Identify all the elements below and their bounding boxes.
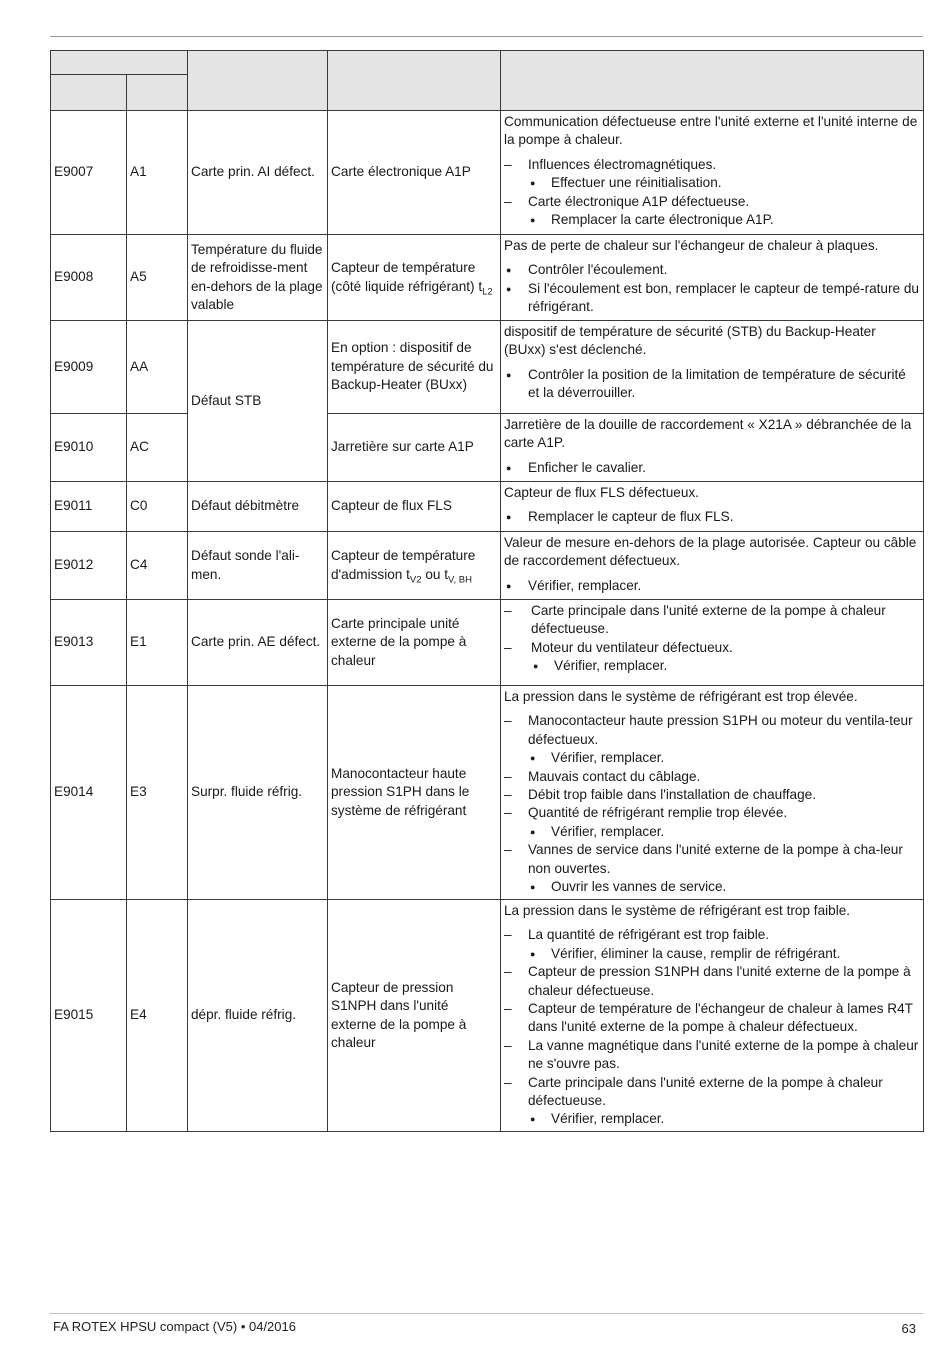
- table-header: [51, 51, 924, 111]
- header-code-group: [51, 51, 188, 75]
- cause-intro: Valeur de mesure en-dehors de la plage autorisée. Capteur ou câble de raccordement défectueux.: [504, 535, 917, 569]
- alt-code: C4: [127, 532, 188, 600]
- table-row: [51, 900, 924, 1132]
- alt-code: E3: [127, 686, 188, 900]
- list-item: ● Effectuer une réinitialisation.: [504, 174, 920, 192]
- component-subscript: V2: [409, 574, 422, 586]
- list-item: ● Vérifier, remplacer.: [504, 577, 920, 595]
- header-fault: [188, 51, 328, 111]
- component-label: Carte électronique A1P: [328, 111, 501, 235]
- header-cause: [501, 51, 924, 111]
- error-code: E9012: [51, 532, 127, 600]
- cause-cell: [501, 482, 924, 532]
- table-row: [51, 111, 924, 235]
- cause-cell: [501, 686, 924, 900]
- list-item: ● Vérifier, remplacer.: [504, 823, 920, 841]
- alt-code: AC: [127, 414, 188, 482]
- fault-label: Défaut débitmètre: [188, 482, 328, 532]
- alt-code: A5: [127, 235, 188, 321]
- list-item: ● Vérifier, éliminer la cause, remplir de réfrigérant.: [504, 945, 920, 963]
- footer-document-title: FA ROTEX HPSU compact (V5) • 04/2016: [53, 1319, 296, 1334]
- fault-label: Carte prin. AE défect.: [188, 600, 328, 686]
- table-row: [51, 532, 924, 600]
- cause-intro: La pression dans le système de réfrigérant est trop élevée.: [504, 689, 858, 704]
- cause-cell: [501, 111, 924, 235]
- fault-label: dépr. fluide réfrig.: [188, 900, 328, 1132]
- component-label: [328, 532, 501, 600]
- list-item: ● Ouvrir les vannes de service.: [504, 878, 920, 896]
- list-item: – Quantité de réfrigérant remplie trop élevée.: [504, 804, 920, 822]
- list-item: ● Enficher le cavalier.: [504, 459, 920, 477]
- fault-label: Carte prin. AI défect.: [188, 111, 328, 235]
- component-text-mid: ou t: [421, 566, 448, 582]
- list-item: ● Vérifier, remplacer.: [504, 657, 920, 675]
- list-item: – Carte électronique A1P défectueuse.: [504, 193, 920, 211]
- fault-label: Défaut sonde l'ali-men.: [188, 532, 328, 600]
- list-item: – La vanne magnétique dans l'unité externe de la pompe à chaleur ne s'ouvre pas.: [504, 1037, 920, 1074]
- cause-cell: [501, 900, 924, 1132]
- list-item: ● Si l'écoulement est bon, remplacer le capteur de tempé-rature du réfrigérant.: [504, 280, 920, 317]
- list-item: ● Contrôler la position de la limitation de température de sécurité et la déverrouiller.: [504, 366, 920, 403]
- cause-cell: [501, 235, 924, 321]
- header-component: [328, 51, 501, 111]
- error-code: E9011: [51, 482, 127, 532]
- fault-label: Défaut STB: [188, 321, 328, 482]
- table-row: [51, 600, 924, 686]
- error-code: E9009: [51, 321, 127, 414]
- cause-intro: Pas de perte de chaleur sur l'échangeur de chaleur à plaques.: [504, 238, 879, 253]
- alt-code: C0: [127, 482, 188, 532]
- component-subscript: L2: [482, 286, 493, 298]
- component-label: [328, 235, 501, 321]
- table-row: [51, 235, 924, 321]
- component-subscript-2: V, BH: [448, 574, 472, 586]
- list-item: – Carte principale dans l'unité externe de la pompe à chaleur défectueuse.: [504, 1074, 920, 1111]
- table-row: [51, 414, 924, 482]
- list-item: – Moteur du ventilateur défectueux.: [504, 639, 920, 657]
- alt-code: A1: [127, 111, 188, 235]
- header-alt-code: [127, 75, 188, 111]
- error-code: E9010: [51, 414, 127, 482]
- list-item: ● Contrôler l'écoulement.: [504, 261, 920, 279]
- list-item: – Carte principale dans l'unité externe de la pompe à chaleur défectueuse.: [504, 602, 920, 639]
- cause-intro: Jarretière de la douille de raccordement « X21A » débranchée de la carte A1P.: [504, 417, 912, 451]
- error-code: E9014: [51, 686, 127, 900]
- table-row: [51, 321, 924, 414]
- list-item: ● Vérifier, remplacer.: [504, 749, 920, 767]
- cause-intro: La pression dans le système de réfrigérant est trop faible.: [504, 903, 851, 918]
- list-item: – Débit trop faible dans l'installation de chauffage.: [504, 786, 920, 804]
- cause-cell: [501, 532, 924, 600]
- cause-cell: [501, 321, 924, 414]
- list-item: – Capteur de température de l'échangeur de chaleur à lames R4T dans l'unité externe de la pompe à chaleur défectueux.: [504, 1000, 920, 1037]
- header-code: [51, 75, 127, 111]
- cause-cell: [501, 600, 924, 686]
- component-label: Capteur de pression S1NPH dans l'unité externe de la pompe à chaleur: [328, 900, 501, 1132]
- table-row: [51, 482, 924, 532]
- list-item: ● Remplacer la carte électronique A1P.: [504, 211, 920, 229]
- list-item: – La quantité de réfrigérant est trop faible.: [504, 926, 920, 944]
- error-code: E9007: [51, 111, 127, 235]
- error-code-table: [50, 50, 924, 1132]
- list-item: – Mauvais contact du câblage.: [504, 768, 920, 786]
- component-text: Capteur de température (côté liquide réfrigérant) t: [331, 260, 483, 294]
- cause-intro: Communication défectueuse entre l'unité externe et l'unité interne de la pompe à chaleur.: [504, 114, 918, 148]
- component-label: En option : dispositif de température de sécurité du Backup-Heater (BUxx): [328, 321, 501, 414]
- footer-rule: [50, 1313, 923, 1314]
- list-item: ● Vérifier, remplacer.: [504, 1110, 920, 1128]
- component-label: Capteur de flux FLS: [328, 482, 501, 532]
- list-item: – Capteur de pression S1NPH dans l'unité externe de la pompe à chaleur défectueuse.: [504, 963, 920, 1000]
- cause-intro: Capteur de flux FLS défectueux.: [504, 485, 699, 500]
- list-item: – Influences électromagnétiques.: [504, 156, 920, 174]
- cause-intro: dispositif de température de sécurité (STB) du Backup-Heater (BUxx) s'est déclenché.: [504, 324, 876, 358]
- component-label: Carte principale unité externe de la pompe à chaleur: [328, 600, 501, 686]
- error-code: E9015: [51, 900, 127, 1132]
- table-row: [51, 686, 924, 900]
- error-code: E9008: [51, 235, 127, 321]
- error-code: E9013: [51, 600, 127, 686]
- list-item: ● Remplacer le capteur de flux FLS.: [504, 508, 920, 526]
- alt-code: AA: [127, 321, 188, 414]
- fault-label: Surpr. fluide réfrig.: [188, 686, 328, 900]
- fault-label: Température du fluide de refroidisse-ment en-dehors de la plage valable: [188, 235, 328, 321]
- alt-code: E1: [127, 600, 188, 686]
- header-rule: [50, 36, 923, 37]
- component-label: Manocontacteur haute pression S1PH dans le système de réfrigérant: [328, 686, 501, 900]
- component-text: Capteur de température d'admission t: [331, 548, 476, 582]
- component-label: Jarretière sur carte A1P: [328, 414, 501, 482]
- cause-cell: [501, 414, 924, 482]
- list-item: – Manocontacteur haute pression S1PH ou moteur du ventila-teur défectueux.: [504, 712, 920, 749]
- page-number: 63: [901, 1321, 916, 1336]
- alt-code: E4: [127, 900, 188, 1132]
- list-item: – Vannes de service dans l'unité externe de la pompe à cha-leur non ouvertes.: [504, 841, 920, 878]
